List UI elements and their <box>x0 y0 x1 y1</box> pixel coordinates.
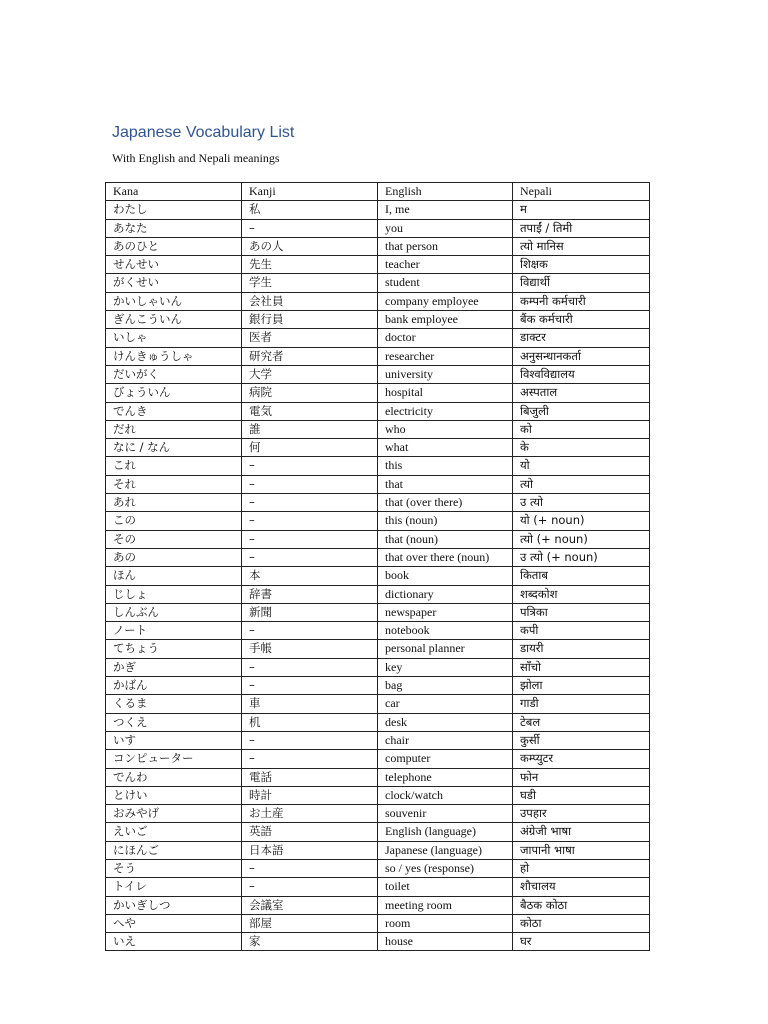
table-row <box>106 786 650 804</box>
cell-english: hospital <box>378 384 513 402</box>
cell-kana: せんせい <box>106 256 242 274</box>
table-row <box>106 256 650 274</box>
cell-english: key <box>378 658 513 676</box>
header-kanji: Kanji <box>242 183 378 201</box>
table-row <box>106 274 650 292</box>
cell-kana: とけい <box>106 786 242 804</box>
cell-kana: あれ <box>106 494 242 512</box>
cell-english: meeting room <box>378 896 513 914</box>
cell-nepali: यो <box>513 457 650 475</box>
table-row <box>106 219 650 237</box>
table-row <box>106 859 650 877</box>
cell-nepali: अंग्रेजी भाषा <box>513 823 650 841</box>
cell-kanji: 先生 <box>242 256 378 274</box>
cell-kanji: 電話 <box>242 768 378 786</box>
cell-kanji: – <box>242 457 378 475</box>
table-row <box>106 439 650 457</box>
cell-kana: トイレ <box>106 878 242 896</box>
cell-kanji: 本 <box>242 567 378 585</box>
cell-kanji: 大学 <box>242 365 378 383</box>
cell-english: electricity <box>378 402 513 420</box>
table-row <box>106 494 650 512</box>
table-row <box>106 750 650 768</box>
cell-kanji: – <box>242 548 378 566</box>
cell-kanji: 何 <box>242 439 378 457</box>
cell-nepali: बिजुली <box>513 402 650 420</box>
cell-kana: なに / なん <box>106 439 242 457</box>
table-row <box>106 768 650 786</box>
cell-english: room <box>378 914 513 932</box>
cell-kanji: 銀行員 <box>242 311 378 329</box>
cell-kana: がくせい <box>106 274 242 292</box>
cell-kana: かぎ <box>106 658 242 676</box>
cell-nepali: यो (+ noun) <box>513 512 650 530</box>
cell-english: so / yes (response) <box>378 859 513 877</box>
table-row <box>106 640 650 658</box>
cell-kanji: 時計 <box>242 786 378 804</box>
cell-kana: びょういん <box>106 384 242 402</box>
table-row <box>106 420 650 438</box>
cell-kana: しんぶん <box>106 603 242 621</box>
header-english: English <box>378 183 513 201</box>
header-nepali: Nepali <box>513 183 650 201</box>
cell-kana: かいしゃいん <box>106 292 242 310</box>
cell-english: company employee <box>378 292 513 310</box>
cell-nepali: टेबल <box>513 713 650 731</box>
cell-kana: でんき <box>106 402 242 420</box>
cell-kana: えいご <box>106 823 242 841</box>
table-row <box>106 530 650 548</box>
cell-nepali: कम्पनी कर्मचारी <box>513 292 650 310</box>
cell-kana: あなた <box>106 219 242 237</box>
cell-english: desk <box>378 713 513 731</box>
cell-nepali: उपहार <box>513 805 650 823</box>
cell-kana: てちょう <box>106 640 242 658</box>
cell-english: clock/watch <box>378 786 513 804</box>
cell-english: you <box>378 219 513 237</box>
cell-kana: つくえ <box>106 713 242 731</box>
cell-nepali: कम्प्युटर <box>513 750 650 768</box>
cell-kana: だれ <box>106 420 242 438</box>
cell-nepali: को <box>513 420 650 438</box>
table-row <box>106 201 650 219</box>
cell-nepali: कुर्सी <box>513 731 650 749</box>
table-row <box>106 713 650 731</box>
cell-kana: かいぎしつ <box>106 896 242 914</box>
table-row <box>106 677 650 695</box>
cell-english: university <box>378 365 513 383</box>
table-row <box>106 841 650 859</box>
cell-nepali: त्यो (+ noun) <box>513 530 650 548</box>
cell-kana: あのひと <box>106 237 242 255</box>
table-row <box>106 512 650 530</box>
cell-kana: ぎんこういん <box>106 311 242 329</box>
table-row <box>106 548 650 566</box>
cell-english: telephone <box>378 768 513 786</box>
cell-kanji: – <box>242 622 378 640</box>
table-row <box>106 603 650 621</box>
header-kana: Kana <box>106 183 242 201</box>
cell-nepali: त्यो <box>513 475 650 493</box>
cell-kana: にほんご <box>106 841 242 859</box>
cell-kanji: お土産 <box>242 805 378 823</box>
table-row <box>106 585 650 603</box>
cell-kanji: – <box>242 512 378 530</box>
cell-english: car <box>378 695 513 713</box>
cell-english: that (noun) <box>378 530 513 548</box>
cell-english: personal planner <box>378 640 513 658</box>
cell-nepali: किताब <box>513 567 650 585</box>
cell-kana: あの <box>106 548 242 566</box>
cell-nepali: गाडी <box>513 695 650 713</box>
cell-nepali: त्यो मानिस <box>513 237 650 255</box>
cell-english: newspaper <box>378 603 513 621</box>
cell-english: bank employee <box>378 311 513 329</box>
cell-nepali: उ त्यो <box>513 494 650 512</box>
table-row <box>106 805 650 823</box>
cell-nepali: अनुसन्धानकर्ता <box>513 347 650 365</box>
table-row <box>106 695 650 713</box>
cell-english: I, me <box>378 201 513 219</box>
cell-kanji: – <box>242 658 378 676</box>
cell-kanji: – <box>242 677 378 695</box>
cell-english: what <box>378 439 513 457</box>
cell-kana: けんきゅうしゃ <box>106 347 242 365</box>
cell-english: student <box>378 274 513 292</box>
table-row <box>106 896 650 914</box>
cell-kana: いす <box>106 731 242 749</box>
table-row <box>106 237 650 255</box>
table-row <box>106 914 650 932</box>
cell-english: that person <box>378 237 513 255</box>
cell-kana: ノート <box>106 622 242 640</box>
vocabulary-table-body <box>106 201 650 951</box>
cell-english: English (language) <box>378 823 513 841</box>
table-row <box>106 622 650 640</box>
cell-kana: コンピューター <box>106 750 242 768</box>
cell-nepali: तपाईं / तिमी <box>513 219 650 237</box>
table-row <box>106 658 650 676</box>
cell-kanji: 誰 <box>242 420 378 438</box>
cell-kana: おみやげ <box>106 805 242 823</box>
table-row <box>106 292 650 310</box>
cell-kana: だいがく <box>106 365 242 383</box>
cell-kanji: – <box>242 219 378 237</box>
cell-kanji: 机 <box>242 713 378 731</box>
table-row <box>106 311 650 329</box>
cell-kanji: – <box>242 530 378 548</box>
table-row <box>106 933 650 951</box>
cell-kana: かばん <box>106 677 242 695</box>
table-row <box>106 347 650 365</box>
cell-kanji: – <box>242 731 378 749</box>
cell-english: that over there (noun) <box>378 548 513 566</box>
cell-kana: その <box>106 530 242 548</box>
cell-kana: これ <box>106 457 242 475</box>
table-row <box>106 384 650 402</box>
cell-kanji: – <box>242 750 378 768</box>
cell-english: who <box>378 420 513 438</box>
cell-kanji: 日本語 <box>242 841 378 859</box>
cell-kana: じしょ <box>106 585 242 603</box>
table-row <box>106 457 650 475</box>
cell-kana: そう <box>106 859 242 877</box>
vocabulary-table <box>105 182 650 951</box>
cell-nepali: विद्यार्थी <box>513 274 650 292</box>
table-header-row <box>106 183 650 201</box>
cell-kana: それ <box>106 475 242 493</box>
cell-english: teacher <box>378 256 513 274</box>
cell-nepali: झोला <box>513 677 650 695</box>
cell-nepali: डायरी <box>513 640 650 658</box>
table-row <box>106 567 650 585</box>
cell-nepali: घर <box>513 933 650 951</box>
cell-kanji: 電気 <box>242 402 378 420</box>
cell-kanji: – <box>242 494 378 512</box>
table-row <box>106 823 650 841</box>
cell-nepali: शिक्षक <box>513 256 650 274</box>
cell-kana: この <box>106 512 242 530</box>
cell-english: bag <box>378 677 513 695</box>
cell-kanji: 会社員 <box>242 292 378 310</box>
cell-english: toilet <box>378 878 513 896</box>
table-row <box>106 731 650 749</box>
cell-kanji: 学生 <box>242 274 378 292</box>
cell-kanji: 会議室 <box>242 896 378 914</box>
cell-nepali: शौचालय <box>513 878 650 896</box>
cell-kanji: 家 <box>242 933 378 951</box>
cell-nepali: के <box>513 439 650 457</box>
cell-kana: でんわ <box>106 768 242 786</box>
cell-nepali: कपी <box>513 622 650 640</box>
page-title: Japanese Vocabulary List <box>112 124 295 141</box>
cell-nepali: अस्पताल <box>513 384 650 402</box>
cell-kanji: 病院 <box>242 384 378 402</box>
cell-nepali: म <box>513 201 650 219</box>
cell-kanji: 研究者 <box>242 347 378 365</box>
cell-nepali: कोठा <box>513 914 650 932</box>
cell-english: computer <box>378 750 513 768</box>
cell-nepali: शब्दकोश <box>513 585 650 603</box>
cell-english: book <box>378 567 513 585</box>
cell-kanji: 新聞 <box>242 603 378 621</box>
cell-kanji: 手帳 <box>242 640 378 658</box>
cell-kana: いえ <box>106 933 242 951</box>
table-row <box>106 329 650 347</box>
cell-english: this <box>378 457 513 475</box>
cell-kanji: – <box>242 859 378 877</box>
cell-kanji: あの人 <box>242 237 378 255</box>
cell-english: dictionary <box>378 585 513 603</box>
cell-nepali: जापानी भाषा <box>513 841 650 859</box>
cell-kana: くるま <box>106 695 242 713</box>
table-row <box>106 475 650 493</box>
cell-english: this (noun) <box>378 512 513 530</box>
cell-english: Japanese (language) <box>378 841 513 859</box>
cell-kanji: 医者 <box>242 329 378 347</box>
cell-english: doctor <box>378 329 513 347</box>
cell-nepali: बैठक कोठा <box>513 896 650 914</box>
cell-english: souvenir <box>378 805 513 823</box>
table-row <box>106 365 650 383</box>
cell-kanji: – <box>242 475 378 493</box>
table-row <box>106 402 650 420</box>
cell-nepali: उ त्यो (+ noun) <box>513 548 650 566</box>
cell-kanji: 私 <box>242 201 378 219</box>
cell-kanji: 部屋 <box>242 914 378 932</box>
cell-kana: へや <box>106 914 242 932</box>
cell-nepali: हो <box>513 859 650 877</box>
cell-kanji: 車 <box>242 695 378 713</box>
cell-nepali: डाक्टर <box>513 329 650 347</box>
page-subtitle: With English and Nepali meanings <box>112 151 280 165</box>
table-row <box>106 878 650 896</box>
cell-kana: ほん <box>106 567 242 585</box>
cell-nepali: घडी <box>513 786 650 804</box>
cell-kana: いしゃ <box>106 329 242 347</box>
cell-nepali: बैंक कर्मचारी <box>513 311 650 329</box>
cell-english: that (over there) <box>378 494 513 512</box>
cell-english: chair <box>378 731 513 749</box>
cell-nepali: पत्रिका <box>513 603 650 621</box>
cell-nepali: विश्वविद्यालय <box>513 365 650 383</box>
cell-kanji: – <box>242 878 378 896</box>
cell-nepali: साँचो <box>513 658 650 676</box>
cell-english: house <box>378 933 513 951</box>
cell-kanji: 英語 <box>242 823 378 841</box>
cell-english: that <box>378 475 513 493</box>
cell-kanji: 辞書 <box>242 585 378 603</box>
cell-english: researcher <box>378 347 513 365</box>
cell-nepali: फोन <box>513 768 650 786</box>
cell-english: notebook <box>378 622 513 640</box>
cell-kana: わたし <box>106 201 242 219</box>
